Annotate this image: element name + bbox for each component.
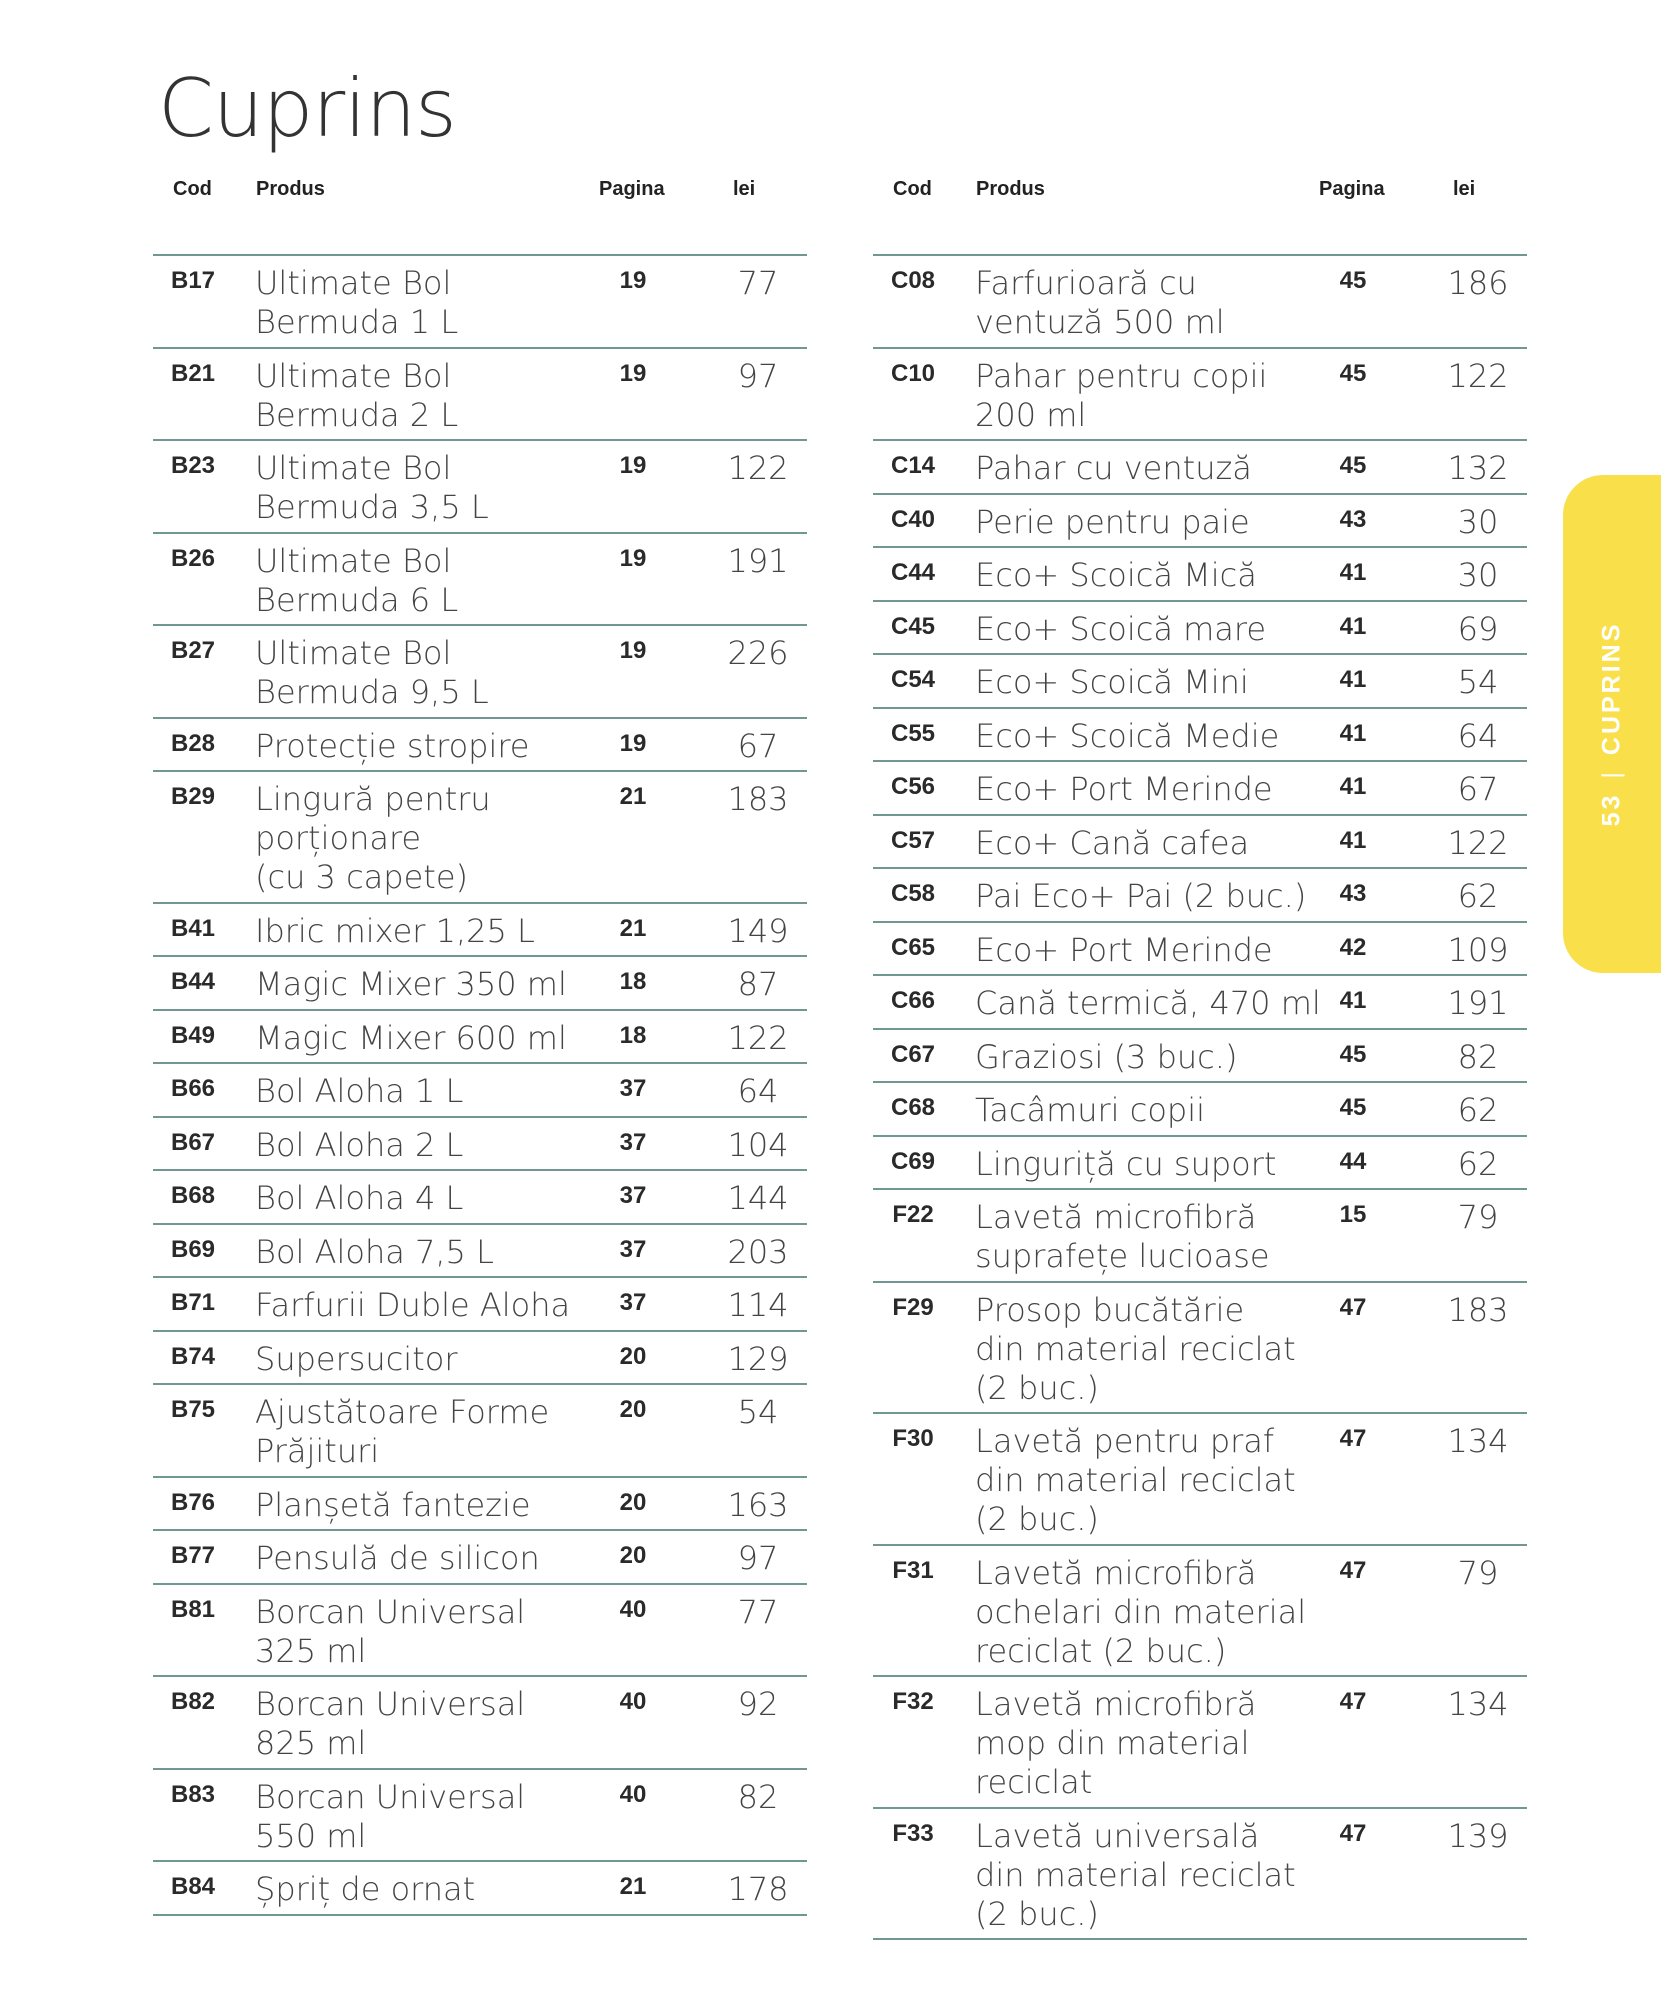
price: 79 [1457, 1198, 1499, 1236]
price: 226 [727, 634, 789, 672]
page-number: 41 [1339, 987, 1367, 1014]
price: 122 [1447, 356, 1509, 395]
table-row [153, 1478, 807, 1532]
table-row [873, 923, 1527, 977]
page-number: 47 [1339, 1556, 1367, 1584]
product-code: C68 [890, 1094, 936, 1121]
product-code: B84 [170, 1873, 216, 1900]
page-number: 19 [619, 267, 647, 294]
page-number: 40 [619, 1595, 647, 1623]
product-name: Ultimate Bol Bermuda 2 L [255, 356, 459, 434]
product-name: Ultimate Bol Bermuda 3,5 L [255, 449, 489, 526]
page-title: Cuprins [158, 62, 456, 155]
price: 203 [727, 1232, 789, 1271]
product-code: F31 [892, 1556, 934, 1584]
product-name: Bol Aloha 2 L [255, 1125, 464, 1164]
table-row [873, 256, 1527, 349]
product-name: Bol Aloha 4 L [255, 1179, 464, 1217]
product-name: Pai Eco+ Pai (2 buc.) [975, 877, 1307, 915]
product-name: Lingură pentru porționare (cu 3 capete) [255, 780, 491, 896]
product-name: Eco+ Scoică mare [975, 609, 1267, 648]
product-name: Ibric mixer 1,25 L [255, 911, 535, 950]
product-name: Planșetă fantezie [255, 1485, 531, 1524]
price: 191 [1447, 984, 1509, 1022]
page-number: 21 [619, 783, 647, 810]
table-row [873, 441, 1527, 495]
page-number: 20 [619, 1342, 647, 1370]
product-code: B41 [170, 914, 216, 942]
price: 104 [727, 1125, 789, 1164]
table-row [153, 1770, 807, 1863]
product-code: C67 [890, 1040, 936, 1068]
product-name: Tacâmuri copii [975, 1091, 1205, 1129]
product-code: B77 [170, 1542, 216, 1569]
product-code: B83 [170, 1780, 216, 1808]
table-row [153, 957, 807, 1011]
price: 82 [1457, 1037, 1499, 1076]
price: 82 [737, 1777, 779, 1816]
product-name: Lavetă universală din material reciclat (2 buc.) [975, 1816, 1296, 1933]
price: 163 [727, 1485, 789, 1524]
product-name: Ultimate Bol Bermuda 9,5 L [255, 634, 489, 711]
product-code: B28 [170, 729, 216, 757]
page-number: 37 [619, 1075, 647, 1102]
price: 69 [1457, 609, 1499, 648]
product-code: F22 [892, 1201, 934, 1228]
table-row [153, 772, 807, 904]
side-tab-page-number: 53 [1597, 792, 1626, 827]
left-table [153, 170, 807, 1916]
table-row [873, 349, 1527, 442]
product-code: C54 [890, 666, 936, 693]
price: 64 [737, 1072, 779, 1110]
page-number: 41 [1339, 559, 1367, 586]
page-number: 41 [1339, 773, 1367, 800]
product-name: Lavetă microfibră ochelari din material reciclat (2 buc.) [975, 1553, 1307, 1670]
product-name: Prosop bucătărie din material reciclat (2 buc.) [975, 1290, 1296, 1407]
product-code: C57 [890, 826, 936, 854]
table-row [153, 719, 807, 773]
price: 149 [727, 911, 789, 950]
product-name: Eco+ Scoică Mică [975, 556, 1257, 594]
page-number: 45 [1339, 359, 1367, 387]
table-row [873, 762, 1527, 816]
table-row [153, 1225, 807, 1279]
right-table [873, 170, 1527, 1940]
product-name: Lavetă microfibră mop din material reciclat [975, 1685, 1257, 1801]
product-code: B21 [170, 359, 216, 387]
side-tab [1563, 475, 1661, 973]
price: 191 [727, 541, 789, 580]
product-name: Magic Mixer 600 ml [255, 1018, 567, 1057]
page-number: 18 [619, 968, 647, 995]
product-code: F30 [892, 1425, 934, 1452]
table-row [873, 1190, 1527, 1283]
table-header [153, 170, 807, 256]
table-row [873, 1137, 1527, 1191]
product-code: C66 [890, 987, 936, 1014]
table-row [153, 1677, 807, 1770]
page-number: 40 [619, 1780, 647, 1808]
table-row [873, 495, 1527, 549]
product-code: B69 [170, 1235, 216, 1263]
product-name: Borcan Universal 325 ml [255, 1592, 526, 1670]
table-row [153, 256, 807, 349]
page-number: 41 [1339, 719, 1367, 747]
product-name: Farfurioară cu ventuză 500 ml [975, 264, 1225, 341]
table-row [153, 1011, 807, 1065]
price: 62 [1457, 1144, 1499, 1183]
table-header [873, 170, 1527, 256]
product-code: B74 [170, 1342, 216, 1370]
product-code: B49 [170, 1021, 216, 1049]
price: 77 [737, 1592, 779, 1631]
side-tab-separator: | [1597, 769, 1626, 779]
product-code: C40 [890, 505, 936, 533]
page-number: 44 [1339, 1147, 1367, 1175]
page-number: 43 [1339, 880, 1367, 907]
product-code: C08 [890, 267, 936, 294]
product-name: Lavetă pentru praf din material reciclat (2 buc.) [975, 1422, 1296, 1538]
product-name: Eco+ Port Merinde [975, 770, 1273, 808]
page-number: 19 [619, 729, 647, 757]
product-code: B68 [170, 1182, 216, 1209]
product-code: B44 [170, 968, 216, 995]
product-code: C69 [890, 1147, 936, 1175]
table-row [153, 904, 807, 958]
product-code: B76 [170, 1488, 216, 1516]
product-name: Ajustătoare Forme Prăjituri [255, 1393, 550, 1470]
product-code: C44 [890, 559, 936, 586]
price: 30 [1457, 502, 1499, 541]
table-row [873, 1030, 1527, 1084]
price: 62 [1457, 877, 1499, 915]
price: 109 [1447, 930, 1509, 969]
table-row [873, 602, 1527, 656]
price: 54 [737, 1393, 779, 1431]
page-number: 20 [619, 1488, 647, 1516]
page-number: 43 [1339, 505, 1367, 533]
header-price: lei [1453, 178, 1476, 200]
product-code: C56 [890, 773, 936, 800]
product-code: C55 [890, 719, 936, 747]
product-name: Pahar pentru copii 200 ml [975, 356, 1268, 434]
product-name: Bol Aloha 7,5 L [255, 1232, 494, 1271]
header-product: Produs [976, 178, 1045, 200]
price: 62 [1457, 1091, 1499, 1129]
page-number: 19 [619, 544, 647, 572]
product-name: Linguriță cu suport [975, 1144, 1277, 1183]
price: 30 [1457, 556, 1499, 594]
table-row [153, 1118, 807, 1172]
table-row [873, 548, 1527, 602]
product-name: Magic Mixer 350 ml [255, 965, 567, 1003]
table-row [153, 1332, 807, 1386]
product-name: Pahar cu ventuză [975, 449, 1252, 487]
page-number: 45 [1339, 267, 1367, 294]
product-name: Perie pentru paie [975, 502, 1250, 541]
product-name: Ultimate Bol Bermuda 1 L [255, 264, 459, 341]
page-number: 41 [1339, 826, 1367, 854]
table-row [873, 816, 1527, 870]
price: 122 [727, 1018, 789, 1057]
header-page: Pagina [599, 178, 665, 200]
header-code: Cod [173, 178, 212, 200]
product-code: F29 [892, 1293, 934, 1321]
header-product: Produs [256, 178, 325, 200]
table-row [153, 1585, 807, 1678]
page-number: 40 [619, 1688, 647, 1715]
product-name: Supersucitor [255, 1339, 458, 1378]
product-name: Pensulă de silicon [255, 1539, 540, 1577]
page-number: 20 [619, 1542, 647, 1569]
side-tab-text [1598, 622, 1627, 827]
product-name: Șpriț de ornat [255, 1870, 476, 1908]
header-code: Cod [893, 178, 932, 200]
page-number: 15 [1339, 1201, 1367, 1228]
product-name: Eco+ Scoică Medie [975, 716, 1280, 755]
product-name: Borcan Universal 825 ml [255, 1685, 526, 1762]
page-number: 42 [1339, 933, 1367, 961]
product-code: B67 [170, 1128, 216, 1156]
table-row [153, 1278, 807, 1332]
product-code: B27 [170, 637, 216, 664]
page-number: 47 [1339, 1819, 1367, 1847]
price: 139 [1447, 1816, 1509, 1855]
price: 97 [737, 1539, 779, 1577]
page-number: 45 [1339, 452, 1367, 479]
product-name: Cană termică, 470 ml [975, 984, 1321, 1022]
price: 144 [727, 1179, 789, 1217]
product-name: Eco+ Port Merinde [975, 930, 1273, 969]
price: 129 [727, 1339, 789, 1378]
left-rows [153, 256, 807, 1916]
price: 132 [1447, 449, 1509, 487]
page-number: 21 [619, 1873, 647, 1900]
product-code: C45 [890, 612, 936, 640]
right-rows [873, 256, 1527, 1940]
page-number: 41 [1339, 612, 1367, 640]
table-row [873, 1283, 1527, 1415]
table-row [153, 1064, 807, 1118]
price: 114 [727, 1286, 789, 1324]
page-number: 37 [619, 1235, 647, 1263]
product-name: Graziosi (3 buc.) [975, 1037, 1238, 1076]
product-code: B23 [170, 452, 216, 479]
page-number: 19 [619, 637, 647, 664]
product-code: B71 [170, 1289, 216, 1316]
price: 183 [727, 780, 789, 818]
table-row [873, 655, 1527, 709]
product-name: Ultimate Bol Bermuda 6 L [255, 541, 459, 619]
product-name: Protecție stropire [255, 726, 530, 765]
product-code: F32 [892, 1688, 934, 1715]
table-row [153, 1862, 807, 1916]
table-row [153, 349, 807, 442]
table-row [153, 1531, 807, 1585]
price: 122 [727, 449, 789, 487]
page-number: 47 [1339, 1425, 1367, 1452]
price: 183 [1447, 1290, 1509, 1329]
price: 87 [737, 965, 779, 1003]
table-row [873, 1546, 1527, 1678]
product-name: Borcan Universal 550 ml [255, 1777, 526, 1855]
product-name: Eco+ Scoică Mini [975, 663, 1249, 701]
page-number: 45 [1339, 1094, 1367, 1121]
product-code: B81 [170, 1595, 216, 1623]
table-row [153, 626, 807, 719]
page-number: 21 [619, 914, 647, 942]
price: 64 [1457, 716, 1499, 755]
price: 67 [1457, 770, 1499, 808]
page-number: 37 [619, 1128, 647, 1156]
table-row [873, 709, 1527, 763]
page-number: 20 [619, 1396, 647, 1423]
side-tab-label: CUPRINS [1597, 621, 1626, 756]
table-row [873, 869, 1527, 923]
product-code: C14 [890, 452, 936, 479]
page-number: 37 [619, 1182, 647, 1209]
product-name: Eco+ Cană cafea [975, 823, 1250, 862]
product-code: B26 [170, 544, 216, 572]
price: 134 [1447, 1422, 1509, 1460]
page-number: 18 [619, 1021, 647, 1049]
product-code: B66 [170, 1075, 216, 1102]
price: 54 [1457, 663, 1499, 701]
price: 67 [737, 726, 779, 765]
table-row [873, 976, 1527, 1030]
page-number: 37 [619, 1289, 647, 1316]
price: 178 [727, 1870, 789, 1908]
product-name: Lavetă microfibră suprafețe lucioase [975, 1198, 1270, 1275]
header-price: lei [733, 178, 756, 200]
table-row [873, 1414, 1527, 1546]
price: 186 [1447, 264, 1509, 302]
price: 77 [737, 264, 779, 302]
product-code: C65 [890, 933, 936, 961]
product-code: B82 [170, 1688, 216, 1715]
price: 122 [1447, 823, 1509, 862]
table-row [153, 534, 807, 627]
table-row [153, 1385, 807, 1478]
page-number: 41 [1339, 666, 1367, 693]
product-code: B75 [170, 1396, 216, 1423]
product-code: C58 [890, 880, 936, 907]
table-row [153, 1171, 807, 1225]
product-name: Farfurii Duble Aloha [255, 1286, 571, 1324]
page-number: 19 [619, 452, 647, 479]
page-number: 45 [1339, 1040, 1367, 1068]
price: 134 [1447, 1685, 1509, 1723]
table-row [873, 1083, 1527, 1137]
table-row [873, 1677, 1527, 1809]
product-code: B17 [170, 267, 216, 294]
page-number: 19 [619, 359, 647, 387]
product-code: C10 [890, 359, 936, 387]
page-number: 47 [1339, 1293, 1367, 1321]
product-code: F33 [892, 1819, 934, 1847]
price: 92 [737, 1685, 779, 1723]
header-page: Pagina [1319, 178, 1385, 200]
table-row [153, 441, 807, 534]
product-code: B29 [170, 783, 216, 810]
price: 97 [737, 356, 779, 395]
page-number: 47 [1339, 1688, 1367, 1715]
product-name: Bol Aloha 1 L [255, 1072, 464, 1110]
table-row [873, 1809, 1527, 1941]
price: 79 [1457, 1553, 1499, 1592]
